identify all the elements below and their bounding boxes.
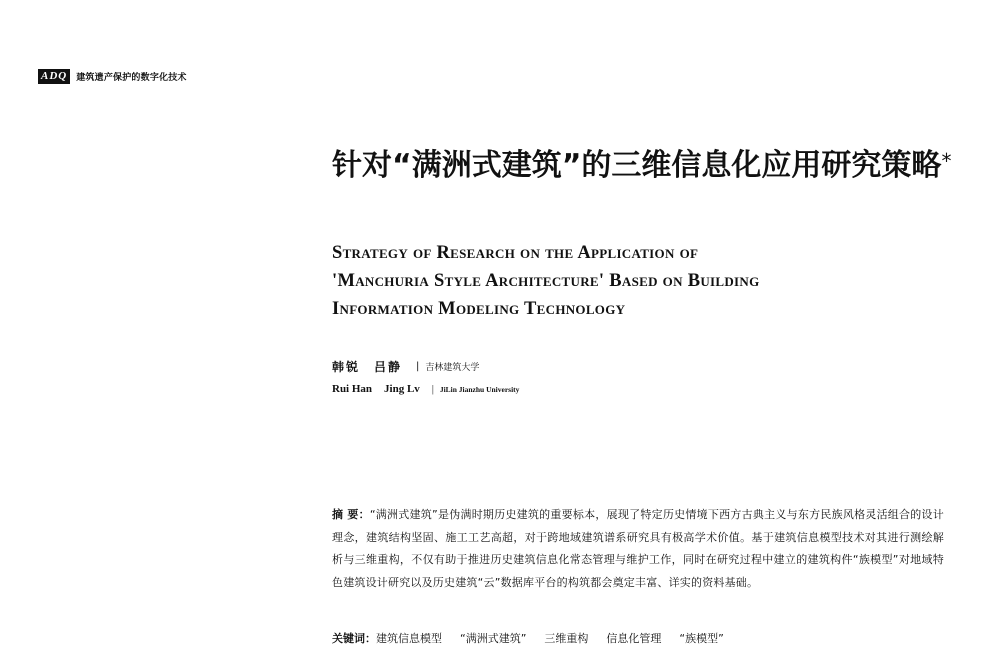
english-title-line-3: Information Modeling Technology [332,299,626,319]
series-title: 建筑遗产保护的数字化技术 [76,73,187,83]
chinese-title-text: 针对“满洲式建筑”的三维信息化应用研究策略 [332,148,942,183]
author-name: Jing Lv [384,383,420,395]
author-separator: | [416,361,420,372]
english-title-line-1: Strategy of Research on the Application of [332,243,699,263]
chinese-title [332,147,952,184]
author-name: 吕静 [374,360,403,374]
keyword: 三维重构 [544,632,589,645]
author-affiliation: JiLin Jianzhu University [439,384,520,394]
author-affiliation: 吉林建筑大学 [425,363,480,373]
keywords [332,630,952,646]
running-head [38,69,187,84]
english-title [332,239,952,323]
abstract-text: “满洲式建筑”是伪满时期历史建筑的重要标本，展现了特定历史情境下西方古典主义与东方民族风格灵活组合的设计理念，建筑结构坚固、施工工艺高超，对于跨地域建筑谱系研究具有极高学术价值。基于建筑信息模型技术对其进行测绘解析与三维重构，不仅有助于推进历史建筑信息化常态管理与维护工作，同时在研究过程中建立的建筑构件“族模型”对地域特色建筑设计研究以及历史建筑“云”数据库平台的构筑都会奠定丰富、详实的资料基础。 [332,508,944,589]
author-name: 韩锐 [332,360,361,374]
author-name: Rui Han [332,383,373,395]
keyword: “满洲式建筑” [460,632,527,645]
keyword: 信息化管理 [606,632,662,645]
english-title-line-2: 'Manchuria Style Architecture' Based on Building [332,271,760,291]
author-separator: | [431,383,434,395]
authors-chinese [332,358,479,375]
journal-logo: ADQ [38,69,70,84]
title-footnote-marker: * [941,149,952,173]
keywords-label: 关键词： [332,632,376,645]
authors-english [332,383,519,395]
keyword: 建筑信息模型 [376,632,442,645]
keyword: “族模型” [679,632,724,645]
abstract [332,504,944,594]
abstract-label: 摘 要： [332,508,370,521]
